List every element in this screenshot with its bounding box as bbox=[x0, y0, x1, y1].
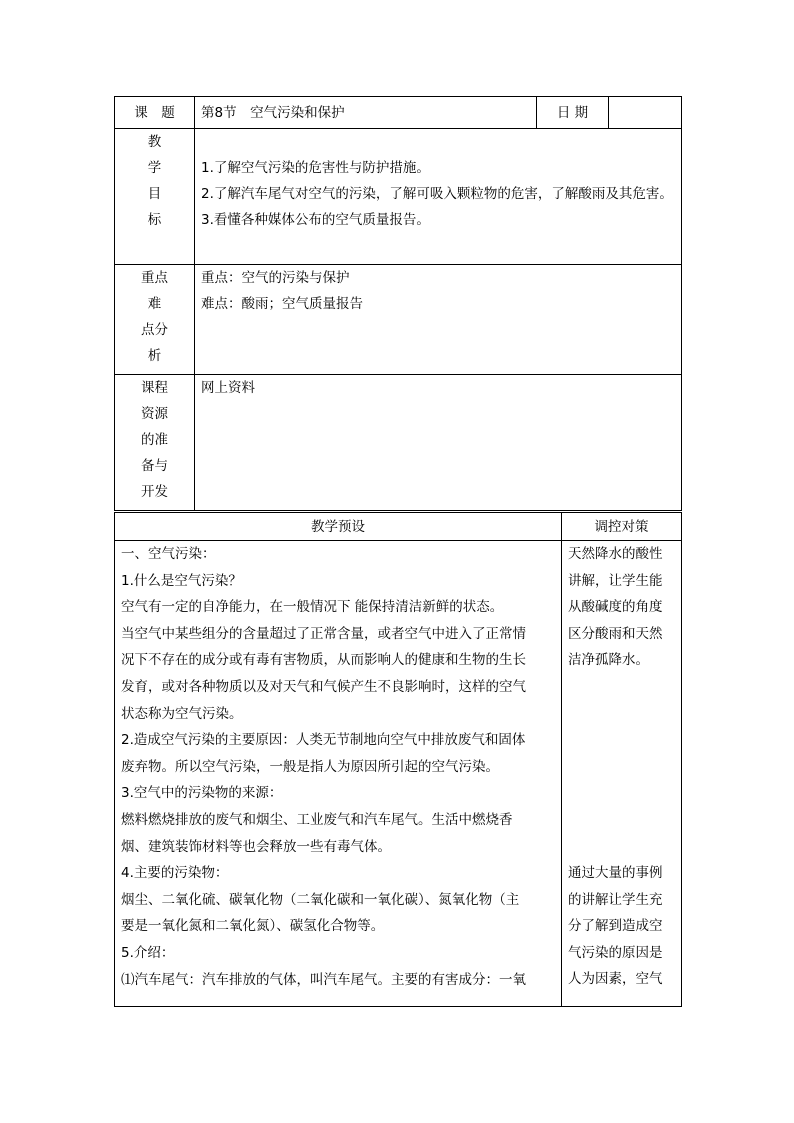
objectives-label-char: 教 bbox=[147, 134, 162, 150]
plan-body bbox=[115, 541, 562, 1007]
plan-line: 要是一氧化氮和二氧化氮）、碳氢化合物等。 bbox=[121, 918, 385, 935]
key-points-label bbox=[115, 265, 195, 375]
plan-line: ⑴汽车尾气：汽车排放的气体，叫汽车尾气。主要的有害成分：一氧 bbox=[121, 971, 526, 988]
resources-label-char: 备与 bbox=[141, 458, 168, 474]
resources-label-char: 资源 bbox=[141, 406, 168, 422]
key-points-label-char: 难 bbox=[147, 296, 162, 312]
plan-line: 1.什么是空气污染？ bbox=[121, 572, 242, 589]
resources-label bbox=[115, 375, 195, 511]
plan-line: 燃料燃烧排放的废气和烟尘、工业废气和汽车尾气。生活中燃烧香 bbox=[121, 811, 513, 828]
plan-line: 一、空气污染： bbox=[121, 546, 216, 562]
objective-item: 2.了解汽车尾气对空气的污染，了解可吸入颗粒物的危害，了解酸雨及其危害。 bbox=[201, 186, 673, 202]
key-points-label-char: 析 bbox=[147, 348, 162, 364]
plan-line: 况下不存在的成分或有毒有害物质，从而影响人的健康和生物的生长 bbox=[121, 652, 526, 669]
resources-label-char: 的准 bbox=[141, 432, 168, 448]
control-line: 区分酸雨和天然 bbox=[568, 625, 663, 642]
objectives-content bbox=[195, 129, 682, 265]
topic-label: 课 题 bbox=[115, 97, 195, 129]
plan-column-main: 教学预设 bbox=[115, 513, 562, 541]
key-points-label-char: 点分 bbox=[141, 322, 168, 338]
plan-line: 发育，或对各种物质以及对天气和气候产生不良影响时，这样的空气 bbox=[121, 678, 526, 695]
plan-column-control: 调控对策 bbox=[562, 513, 682, 541]
plan-line: 当空气中某些组分的含量超过了正常含量，或者空气中进入了正常情 bbox=[121, 625, 526, 642]
objectives-label bbox=[115, 129, 195, 265]
objectives-label-char: 标 bbox=[147, 212, 162, 228]
plan-line: 烟尘、二氧化硫、碳氧化物（二氧化碳和一氧化碳）、氮氧化物（主 bbox=[121, 891, 520, 908]
resources-value: 网上资料 bbox=[201, 380, 255, 396]
control-line: 的讲解让学生充 bbox=[568, 891, 663, 908]
control-line: 人为因素，空气 bbox=[568, 971, 663, 988]
resources-label-char: 开发 bbox=[141, 484, 168, 500]
plan-line: 3.空气中的污染物的来源： bbox=[121, 785, 283, 802]
objective-item: 1.了解空气污染的危害性与防护措施。 bbox=[201, 160, 430, 176]
control-line: 分了解到造成空 bbox=[568, 918, 663, 935]
teaching-plan-table bbox=[114, 512, 682, 1007]
control-notes bbox=[562, 541, 682, 1007]
plan-line: 5.介绍： bbox=[121, 944, 175, 961]
key-points-content bbox=[195, 265, 682, 375]
plan-line: 烟、建筑装饰材料等也会释放一些有毒气体。 bbox=[121, 838, 391, 855]
control-line: 气污染的原因是 bbox=[568, 944, 663, 961]
control-line: 天然降水的酸性 bbox=[568, 546, 663, 562]
control-line: 从酸碱度的角度 bbox=[568, 599, 663, 616]
objective-item: 3.看懂各种媒体公布的空气质量报告。 bbox=[201, 212, 430, 228]
topic-value: 第8节 空气污染和保护 bbox=[195, 97, 537, 129]
control-line: 洁净孤降水。 bbox=[568, 652, 649, 669]
control-line: 通过大量的事例 bbox=[568, 864, 663, 881]
plan-line: 空气有一定的自净能力，在一般情况下 能保持清洁新鲜的状态。 bbox=[121, 599, 504, 616]
control-line: 讲解，让学生能 bbox=[568, 572, 663, 589]
plan-line: 废弃物。所以空气污染，一般是指人为原因所引起的空气污染。 bbox=[121, 758, 499, 775]
key-point-item: 难点：酸雨；空气质量报告 bbox=[201, 296, 363, 312]
date-label: 日 期 bbox=[537, 97, 609, 129]
objectives-label-char: 目 bbox=[147, 186, 162, 202]
resources-content bbox=[195, 375, 682, 511]
resources-label-char: 课程 bbox=[141, 380, 168, 396]
lesson-header-table bbox=[114, 96, 682, 511]
plan-line: 4.主要的污染物： bbox=[121, 865, 229, 882]
objectives-label-char: 学 bbox=[147, 160, 162, 176]
date-value bbox=[609, 97, 682, 129]
key-points-label-char: 重点 bbox=[141, 270, 168, 286]
key-point-item: 重点：空气的污染与保护 bbox=[201, 270, 350, 286]
plan-line: 2.造成空气污染的主要原因：人类无节制地向空气中排放废气和固体 bbox=[121, 732, 526, 749]
plan-line: 状态称为空气污染。 bbox=[121, 705, 243, 722]
